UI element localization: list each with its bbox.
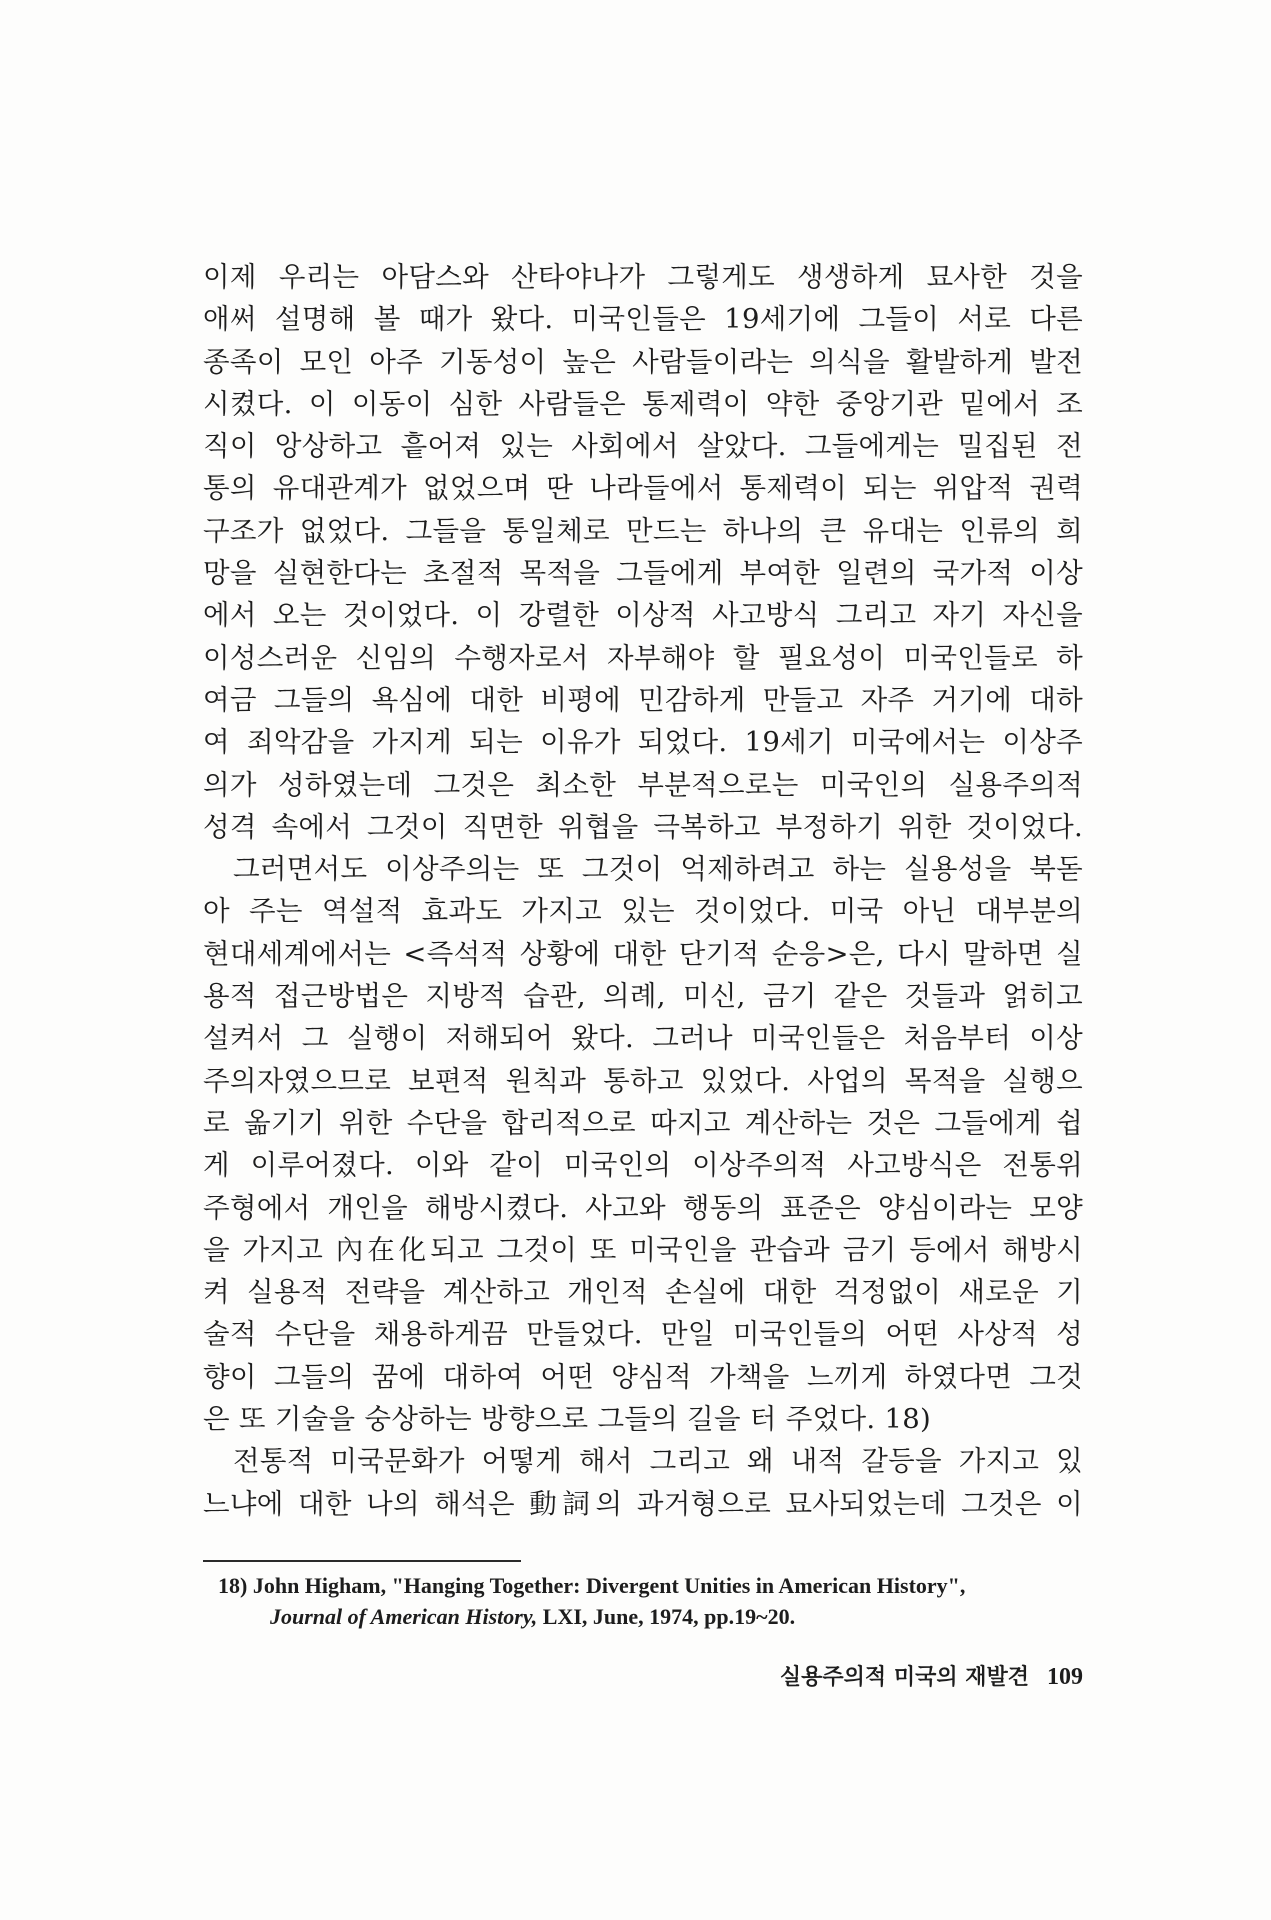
running-footer	[708, 1660, 1083, 1691]
text-line: 직이 앙상하고 흩어져 있는 사회에서 살았다. 그들에게는 밀집된 전	[203, 430, 1083, 463]
text-line: 구조가 없었다. 그들을 통일체로 만드는 하나의 큰 유대는 인류의 희	[203, 514, 1083, 547]
footnote-number: 18)	[218, 1573, 248, 1598]
footnote-divider	[203, 1560, 521, 1562]
footnote-line-1	[218, 1570, 1088, 1601]
text-line: 통의 유대관계가 없었으며 딴 나라들에서 통제력이 되는 위압적 권력	[203, 472, 1083, 505]
text-line: 의가 성하였는데 그것은 최소한 부분적으로는 미국인의 실용주의적	[203, 768, 1083, 801]
text-line: 은 또 기술을 숭상하는 방향으로 그들의 길을 터 주었다. 18)	[203, 1403, 932, 1436]
text-line: 느냐에 대한 나의 해석은 動詞의 과거형으로 묘사되었는데 그것은 이	[203, 1487, 1083, 1520]
text-line: 시켰다. 이 이동이 심한 사람들은 통제력이 약한 중앙기관 밑에서 조	[203, 387, 1083, 420]
page-number: 109	[1047, 1664, 1083, 1690]
text-line: 에서 오는 것이었다. 이 강렬한 이상적 사고방식 그리고 자기 자신을	[203, 599, 1083, 632]
text-line: 여 죄악감을 가지게 되는 이유가 되었다. 19세기 미국에서는 이상주	[203, 726, 1083, 759]
text-line: 이제 우리는 아담스와 산타야나가 그렇게도 생생하게 묘사한 것을	[203, 261, 1083, 293]
text-line: 게 이루어졌다. 이와 같이 미국인의 이상주의적 사고방식은 전통위	[203, 1149, 1083, 1182]
text-line: 현대세계에서는 <즉석적 상황에 대한 단기적 순응>은, 다시 말하면 실	[203, 937, 1083, 970]
footnote-author: John Higham,	[252, 1573, 387, 1598]
paragraph-2	[203, 848, 1083, 1440]
text-line: 이성스러운 신임의 수행자로서 자부해야 할 필요성이 미국인들로 하	[203, 641, 1083, 674]
footnote-details: LXI, June, 1974, pp.19~20.	[542, 1604, 796, 1629]
text-line: 그러면서도 이상주의는 또 그것이 억제하려고 하는 실용성을 북돋	[233, 853, 1083, 886]
text-line: 주의자였으므로 보편적 원칙과 통하고 있었다. 사업의 목적을 실행으	[203, 1064, 1083, 1097]
text-line: 주형에서 개인을 해방시켰다. 사고와 행동의 표준은 양심이라는 모양	[203, 1191, 1083, 1224]
text-line: 여금 그들의 욕심에 대한 비평에 민감하게 만들고 자주 거기에 대하	[203, 683, 1083, 716]
footnote-journal: Journal of American History,	[270, 1604, 538, 1629]
footnote-line-2	[218, 1601, 1088, 1632]
text-line: 향이 그들의 꿈에 대하여 어떤 양심적 가책을 느끼게 하였다면 그것	[203, 1360, 1083, 1393]
text-line: 애써 설명해 볼 때가 왔다. 미국인들은 19세기에 그들이 서로 다른	[203, 303, 1083, 336]
paragraph-3	[203, 1440, 1083, 1525]
text-line: 아 주는 역설적 효과도 가지고 있는 것이었다. 미국 아닌 대부분의	[203, 895, 1083, 928]
text-line: 성격 속에서 그것이 직면한 위협을 극복하고 부정하기 위한 것이었다.	[203, 810, 1083, 843]
text-line: 설켜서 그 실행이 저해되어 왔다. 그러나 미국인들은 처음부터 이상	[203, 1022, 1083, 1055]
text-line: 을 가지고 內在化되고 그것이 또 미국인을 관습과 금기 등에서 해방시	[203, 1233, 1083, 1266]
text-line: 망을 실현한다는 초절적 목적을 그들에게 부여한 일련의 국가적 이상	[203, 557, 1083, 590]
footnote	[218, 1570, 1088, 1632]
body-text	[203, 256, 1083, 1525]
footnote-title: "Hanging Together: Divergent Unities in American History",	[391, 1573, 966, 1598]
text-line: 술적 수단을 채용하게끔 만들었다. 만일 미국인들의 어떤 사상적 성	[203, 1318, 1083, 1351]
running-footer-title: 실용주의적 미국의 재발견	[779, 1664, 1029, 1690]
text-line: 로 옮기기 위한 수단을 합리적으로 따지고 계산하는 것은 그들에게 쉽	[203, 1106, 1083, 1139]
text-line: 전통적 미국문화가 어떻게 해서 그리고 왜 내적 갈등을 가지고 있	[233, 1445, 1083, 1478]
text-line: 켜 실용적 전략을 계산하고 개인적 손실에 대한 걱정없이 새로운 기	[203, 1276, 1083, 1309]
paragraph-1	[203, 256, 1083, 848]
text-line: 용적 접근방법은 지방적 습관, 의례, 미신, 금기 같은 것들과 얽히고	[203, 980, 1083, 1013]
text-line: 종족이 모인 아주 기동성이 높은 사람들이라는 의식을 활발하게 발전	[203, 345, 1083, 378]
